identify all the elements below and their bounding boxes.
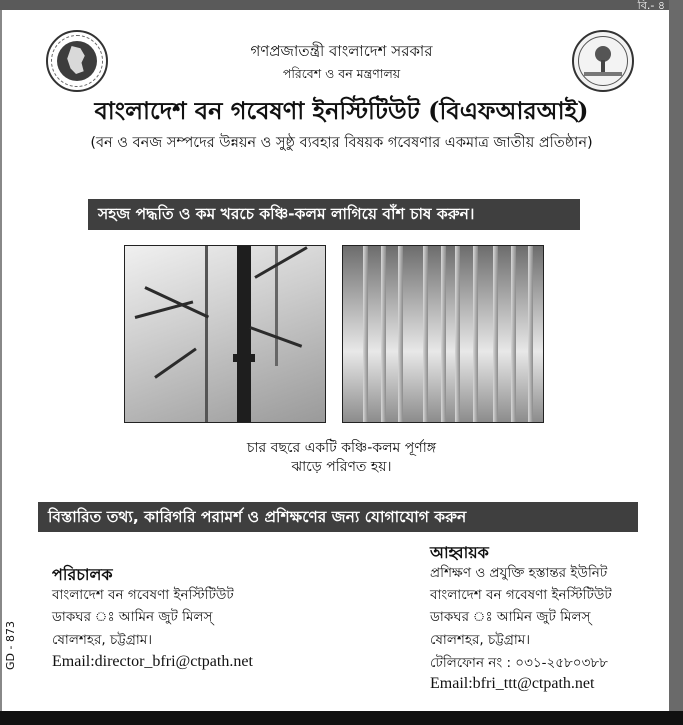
photo-caption-line2: ঝাড়ে পরিণত হয়।	[291, 459, 392, 475]
ad-code: GD - 873	[4, 621, 17, 670]
contact-banner: বিস্তারিত তথ্য, কারিগরি পরামর্শ ও প্রশিক্ষণের জন্য যোগাযোগ করুন	[38, 502, 638, 532]
bamboo-cutting-photo	[124, 245, 326, 423]
convener-phone: টেলিফোন নং : ০৩১-২৫৮০৩৮৮	[430, 655, 608, 671]
bottom-edge-bar	[0, 711, 683, 725]
director-location: ষোলশহর, চট্টগ্রাম।	[52, 632, 153, 648]
headline-banner: সহজ পদ্ধতি ও কম খরচে কঞ্চি-কলম লাগিয়ে বাঁশ চাষ করুন।	[88, 199, 580, 230]
government-name: গণপ্রজাতন্ত্রী বাংলাদেশ সরকার	[250, 42, 433, 60]
convener-institute: বাংলাদেশ বন গবেষণা ইনস্টিটিউট	[430, 587, 612, 603]
director-heading: পরিচালক	[52, 565, 113, 584]
institute-subtitle: (বন ও বনজ সম্পদের উন্নয়ন ও সুষ্ঠু ব্যবহার বিষয়ক গবেষণার একমাত্র জাতীয় প্রতিষ্ঠান)	[90, 135, 593, 151]
institute-title: বাংলাদেশ বন গবেষণা ইনস্টিটিউট (বিএফআরআই)	[94, 96, 589, 125]
director-institute: বাংলাদেশ বন গবেষণা ইনস্টিটিউট	[52, 587, 234, 603]
director-email: Email:director_bfri@ctpath.net	[52, 653, 253, 670]
convener-email: Email:bfri_ttt@ctpath.net	[430, 675, 595, 692]
bamboo-clump-photo	[342, 245, 544, 423]
convener-unit: প্রশিক্ষণ ও প্রযুক্তি হস্তান্তর ইউনিট	[430, 565, 608, 581]
page-number: বি.- ৪	[637, 0, 665, 12]
top-edge-bar	[0, 0, 683, 10]
convener-heading: আহ্বায়ক	[430, 543, 489, 562]
ministry-name: পরিবেশ ও বন মন্ত্রণালয়	[282, 66, 401, 81]
convener-location: ষোলশহর, চট্টগ্রাম।	[430, 632, 531, 648]
convener-post-office: ডাকঘর ঃ আমিন জুট মিলস্	[430, 609, 591, 625]
director-post-office: ডাকঘর ঃ আমিন জুট মিলস্	[52, 609, 213, 625]
photo-caption-line1: চার বছরে একটি কঞ্চি-কলম পূর্ণাঙ্গ	[246, 440, 437, 456]
